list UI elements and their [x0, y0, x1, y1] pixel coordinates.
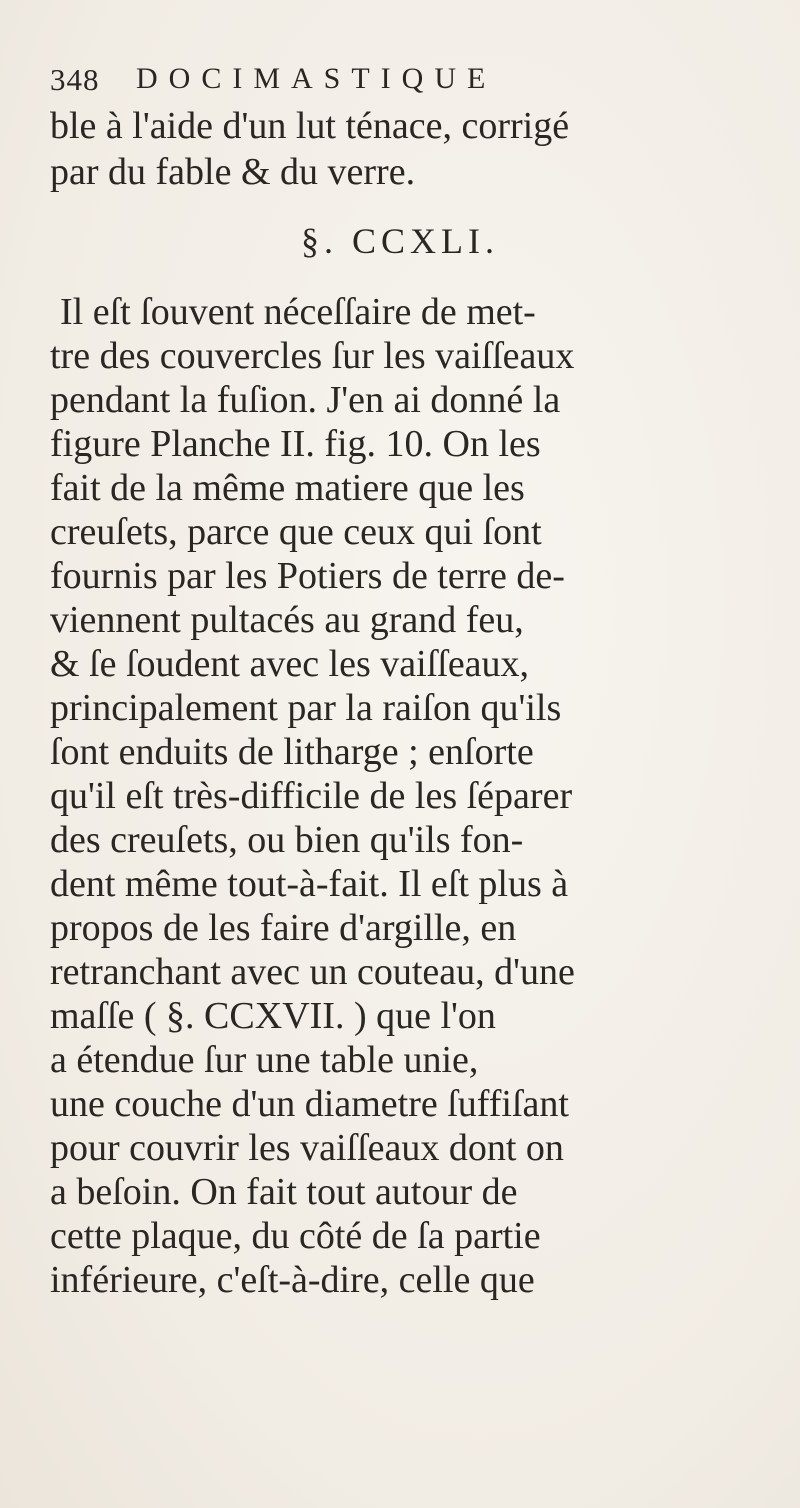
page-number: 348 [50, 62, 100, 97]
text-line: propos de les faire d'argille, en [50, 907, 517, 949]
text-line: dent même tout-à-fait. Il eſt plus à [50, 863, 569, 905]
text-line: Il eſt ſouvent néceſſaire de met- [60, 291, 536, 333]
text-line: viennent pultacés au grand feu, [50, 599, 524, 641]
text-line: par du fable & du verre. [50, 151, 416, 193]
text-line: maſſe ( §. CCXVII. ) que l'on [50, 995, 496, 1037]
text-line: tre des couvercles ſur les vaiſſeaux [50, 335, 575, 377]
text-line: fait de la même matiere que les [50, 467, 525, 509]
text-line: ſont enduits de litharge ; enſorte [50, 731, 534, 773]
page-header [50, 60, 770, 104]
text-line: creuſets, parce que ceux qui ſont [50, 511, 542, 553]
text-line: des creuſets, ou bien qu'ils fon- [50, 819, 524, 861]
text-line: ble à l'aide d'un lut ténace, corrigé [50, 105, 570, 147]
section-heading: §. CCXLI. [301, 221, 499, 261]
text-line: a beſoin. On fait tout autour de [50, 1171, 518, 1213]
text-line: & ſe ſoudent avec les vaiſſeaux, [50, 643, 530, 685]
text-line: a étendue ſur une table unie, [50, 1039, 479, 1081]
text-line: fournis par les Potiers de terre de- [50, 555, 565, 597]
text-line: retranchant avec un couteau, d'une [50, 951, 575, 993]
running-title: DOCIMASTIQUE [136, 62, 497, 95]
text-line: pendant la fuſion. J'en ai donné la [50, 379, 561, 421]
text-line: figure Planche II. fig. 10. On les [50, 423, 541, 465]
text-line: une couche d'un diametre ſuffiſant [50, 1083, 569, 1125]
text-line: inférieure, c'eſt-à-dire, celle que [50, 1259, 535, 1301]
text-line: pour couvrir les vaiſſeaux dont on [50, 1127, 564, 1169]
text-line: qu'il eſt très-difficile de les ſéparer [50, 775, 573, 817]
text-line: principalement par la raiſon qu'ils [50, 687, 562, 729]
text-line: cette plaque, du côté de ſa partie [50, 1215, 541, 1257]
